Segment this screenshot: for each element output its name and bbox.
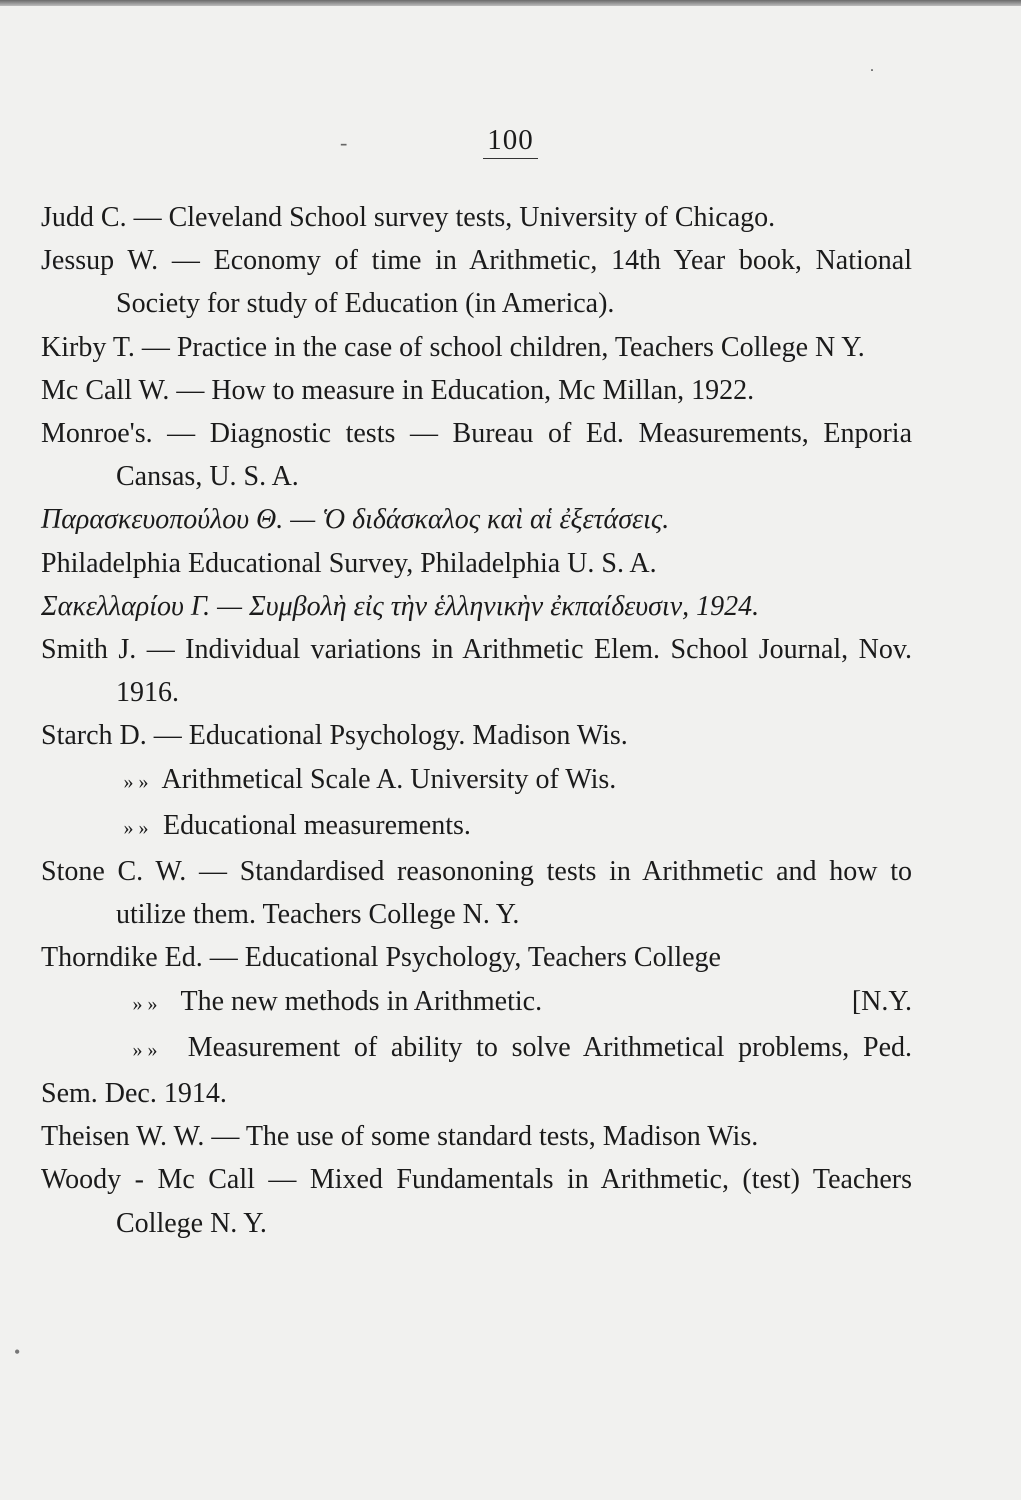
bibliography-entry: Judd C. — Cleveland School survey tests, University of Chicago. (41, 202, 776, 233)
bibliography-entry-ditto: » » Measurement of ability to solve Arithmetical problems, Ped. Sem. Dec. 1914. (41, 1026, 912, 1115)
bibliography-entry: Theisen W. W. — The use of some standard tests, Madison Wis. (41, 1121, 759, 1153)
bibliography-entry: Smith J. — Individual variations in Arithmetic Elem. School Journal, Nov. 1916. (41, 634, 912, 709)
stray-dash: - (340, 130, 348, 155)
ditto-mark: » » (132, 992, 158, 1015)
ditto-mark: » » (123, 816, 149, 839)
bibliography-entry: Philadelphia Educational Survey, Philadelphia U. S. A. (41, 547, 657, 579)
ditto-mark: » » (123, 770, 149, 793)
bibliography-entry: Starch D. — Educational Psychology. Madison Wis. (41, 720, 628, 752)
bibliography-entry-ditto: » » Educational measurements. (41, 804, 912, 850)
bibliography-entry: Thorndike Ed. — Educational Psychology, Teachers College (41, 942, 721, 974)
bibliography-entry-ditto: » » The new methods in Arithmetic. [N.Y. (41, 980, 912, 1026)
bibliography-entry-greek: Παρασκευοπούλου Θ. — Ὁ διδάσκαλος καὶ αἱ ἐξετάσεις. (41, 504, 670, 536)
bibliography-entry: Kirby T. — Practice in the case of school children, Teachers College N Y. (41, 331, 865, 363)
page-number: 100 (0, 124, 1021, 157)
bibliography-entry-greek: Σακελλαρίου Γ. — Συμβολὴ εἰς τὴν ἑλληνικὴν ἐκπαίδευσιν, 1924. (41, 590, 760, 622)
margin-bullet: • (14, 1342, 21, 1362)
ditto-mark: » » (132, 1038, 158, 1061)
bibliography-entry: Monroe's. — Diagnostic tests — Bureau of Ed. Measurements, Enporia Cansas, U. S. A. (41, 418, 912, 493)
bibliography-entry: Jessup W. — Economy of time in Arithmetic, 14th Year book, National Society for study of Education (in America). (41, 245, 912, 320)
bibliography-entry-ditto: » » Arithmetical Scale A. University of Wis. (41, 758, 912, 804)
bibliography-entry: Mc Call W. — How to measure in Education, Mc Millan, 1922. (41, 374, 755, 406)
scan-top-edge (0, 0, 1021, 6)
bibliography-entry: Woody - Mc Call — Mixed Fundamentals in Arithmetic, (test) Teachers College N. Y. (41, 1164, 912, 1239)
bibliography-list (41, 196, 912, 1245)
bibliography-entry: Stone C. W. — Standardised reasononing tests in Arithmetic and how to utilize them. Teachers College N. Y. (41, 856, 912, 931)
stray-mark: . (870, 58, 874, 75)
